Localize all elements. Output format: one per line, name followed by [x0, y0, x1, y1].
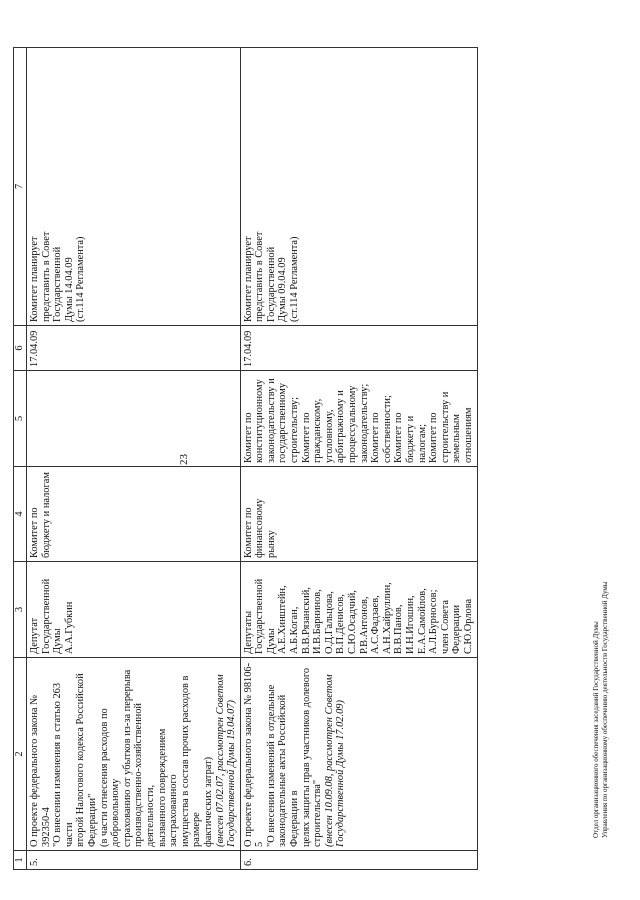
text-line: налогам; — [416, 424, 428, 463]
text-line: А.Б.Коган, — [289, 606, 301, 654]
text-line: Комитет по — [29, 507, 40, 558]
plan-note — [240, 48, 477, 326]
text-line: целях защиты прав участников долевого — [300, 667, 312, 847]
header-col-2: 2 — [14, 658, 27, 851]
text-line: (в части отнесения расходов по добровольному — [98, 708, 122, 847]
text-line: (ст.114 Регламента) — [75, 236, 87, 322]
responsible-committee — [240, 467, 477, 562]
text-line: фактических затрат) — [202, 756, 214, 847]
text-line: строительству и — [439, 391, 451, 463]
text-line: О.Д.Гальцова, — [323, 591, 335, 654]
text-line: Государственной Думы 19.04.07) — [226, 700, 238, 847]
text-line: (ст.114 Регламента) — [289, 236, 301, 322]
deadline-date: 17.04.09 — [27, 326, 241, 371]
text-line: представить в Совет — [40, 231, 52, 322]
bill-note — [324, 661, 347, 847]
text-line: Думы 14.04.09 — [63, 257, 75, 322]
bill-note — [215, 661, 238, 847]
table-row — [27, 48, 241, 870]
text-line: Государственной — [265, 246, 277, 322]
text-line: строительству; — [289, 397, 301, 463]
text-line: (внесен 07.02.07, рассмотрен Советом — [214, 674, 226, 847]
text-line: законодательству и — [265, 378, 277, 463]
bill-description — [27, 658, 241, 851]
text-line: О проекте федерального закона № 98106-5 — [242, 662, 266, 847]
header-col-4: 4 — [14, 467, 27, 562]
text-line: Федерации — [451, 604, 463, 654]
text-line: Думы — [52, 628, 64, 654]
text-line: представить в Совет — [254, 231, 266, 322]
text-line: С.Ю.Осадчий, — [347, 590, 359, 654]
page-number: 23 — [178, 454, 190, 465]
row-number: 6. — [240, 851, 477, 870]
text-line: Е.А.Самойлов, — [416, 588, 428, 654]
header-col-6: 6 — [14, 326, 27, 371]
text-line: (внесен 10.09.08, рассмотрен Советом — [323, 674, 335, 847]
footer — [592, 582, 610, 838]
co-committees — [27, 371, 241, 467]
text-line: С.Ю.Орлова — [462, 598, 474, 654]
text-line: И.В.Барнинов, — [312, 589, 324, 654]
text-line: процессуальному — [347, 385, 359, 463]
text-line: О проекте федерального закона № 392350-4 — [29, 694, 52, 847]
bill-title — [243, 661, 324, 847]
text-line: "О внесении изменений в отдельные — [265, 684, 277, 847]
text-line: В.В.Панов, — [393, 604, 405, 654]
text-line: Комитет по — [428, 412, 440, 463]
text-line: Думы — [265, 628, 277, 654]
text-line: рынку — [265, 530, 277, 558]
table-row — [240, 48, 477, 870]
text-line: конституционному — [254, 379, 266, 463]
text-line: А.Н.Хайруллин, — [381, 582, 393, 654]
text-line: страхованию от убытков из-за перерыва — [121, 669, 133, 847]
footer-line-2: Управления по организационному обеспечению деятельности Государственной Думы — [601, 581, 609, 838]
text-line: Государственной — [52, 246, 64, 322]
text-line: Государственной Думы 17.02.09) — [335, 700, 347, 847]
text-line: А.А.Губкин — [63, 601, 75, 654]
header-col-5: 5 — [14, 371, 27, 467]
text-line: имущества в состав прочих расходов в размере — [179, 675, 203, 847]
text-line: "О внесении изменения в статью 263 части — [52, 682, 75, 847]
text-line: Комитет по — [242, 412, 254, 463]
deadline-date: 17.04.09 — [240, 326, 477, 371]
text-line: Федерации" — [86, 793, 98, 847]
text-line: уголовному, — [323, 409, 335, 463]
text-line: арбитражному и — [335, 390, 347, 463]
text-line: Комитет планирует — [29, 236, 40, 322]
text-line: Комитет по — [242, 507, 254, 558]
responsible-committee — [27, 467, 241, 562]
text-line: законодательству; — [358, 383, 370, 463]
text-line: отношениям — [462, 407, 474, 463]
text-line: законодательные акты Российской Федерации в — [277, 694, 301, 847]
bill-authors — [240, 562, 477, 658]
footer-line-1: Отдел организационного обеспечения заседаний Государственной Думы — [592, 621, 600, 838]
text-line: А.Е.Хинштейн, — [277, 585, 289, 654]
header-col-3: 3 — [14, 562, 27, 658]
bill-authors — [27, 562, 241, 658]
header-col-7: 7 — [14, 48, 27, 326]
text-line: земельным — [451, 414, 463, 463]
text-line: А.С.Фадзаев, — [370, 595, 382, 654]
text-line: В.П.Денисов, — [335, 594, 347, 654]
text-line: Депутаты — [242, 610, 254, 654]
text-line: Комитет по — [393, 412, 405, 463]
text-line: А.Л.Бурносов; — [428, 589, 440, 654]
text-line: строительства" — [312, 779, 324, 847]
plan-note — [27, 48, 241, 326]
text-line: финансовому — [254, 498, 266, 558]
text-line: Государственной — [40, 578, 52, 654]
text-line: вызванного повреждением застрахованного — [156, 728, 180, 847]
text-line: Комитет по — [300, 412, 312, 463]
text-line: гражданскому, — [312, 398, 324, 463]
text-line: производственно-хозяйственной деятельности, — [133, 703, 156, 847]
text-line: Комитет планирует — [242, 236, 254, 322]
text-line: Думы 09.04.09 — [277, 257, 289, 322]
header-col-1: 1 — [14, 851, 27, 870]
text-line: бюджету и налогам — [40, 472, 52, 558]
text-line: Р.В.Антонов, — [358, 596, 370, 654]
text-line: Государственной — [254, 578, 266, 654]
bill-description — [240, 658, 477, 851]
text-line: член Совета — [439, 599, 451, 654]
bills-table — [13, 47, 478, 870]
text-line: Комитет по — [370, 412, 382, 463]
bill-title — [29, 661, 215, 847]
text-line: бюджету и — [405, 415, 416, 463]
text-line: собственности; — [381, 395, 393, 463]
text-line: И.Н.Игошин, — [405, 595, 416, 654]
co-committees — [240, 371, 477, 467]
text-line: государственному — [277, 382, 289, 463]
text-line: Депутат — [29, 617, 40, 654]
text-line: второй Налогового кодекса Российской — [75, 673, 87, 847]
row-number: 5. — [27, 851, 241, 870]
text-line: В.В.Рязанский, — [300, 587, 312, 654]
table-header-row — [14, 48, 27, 870]
